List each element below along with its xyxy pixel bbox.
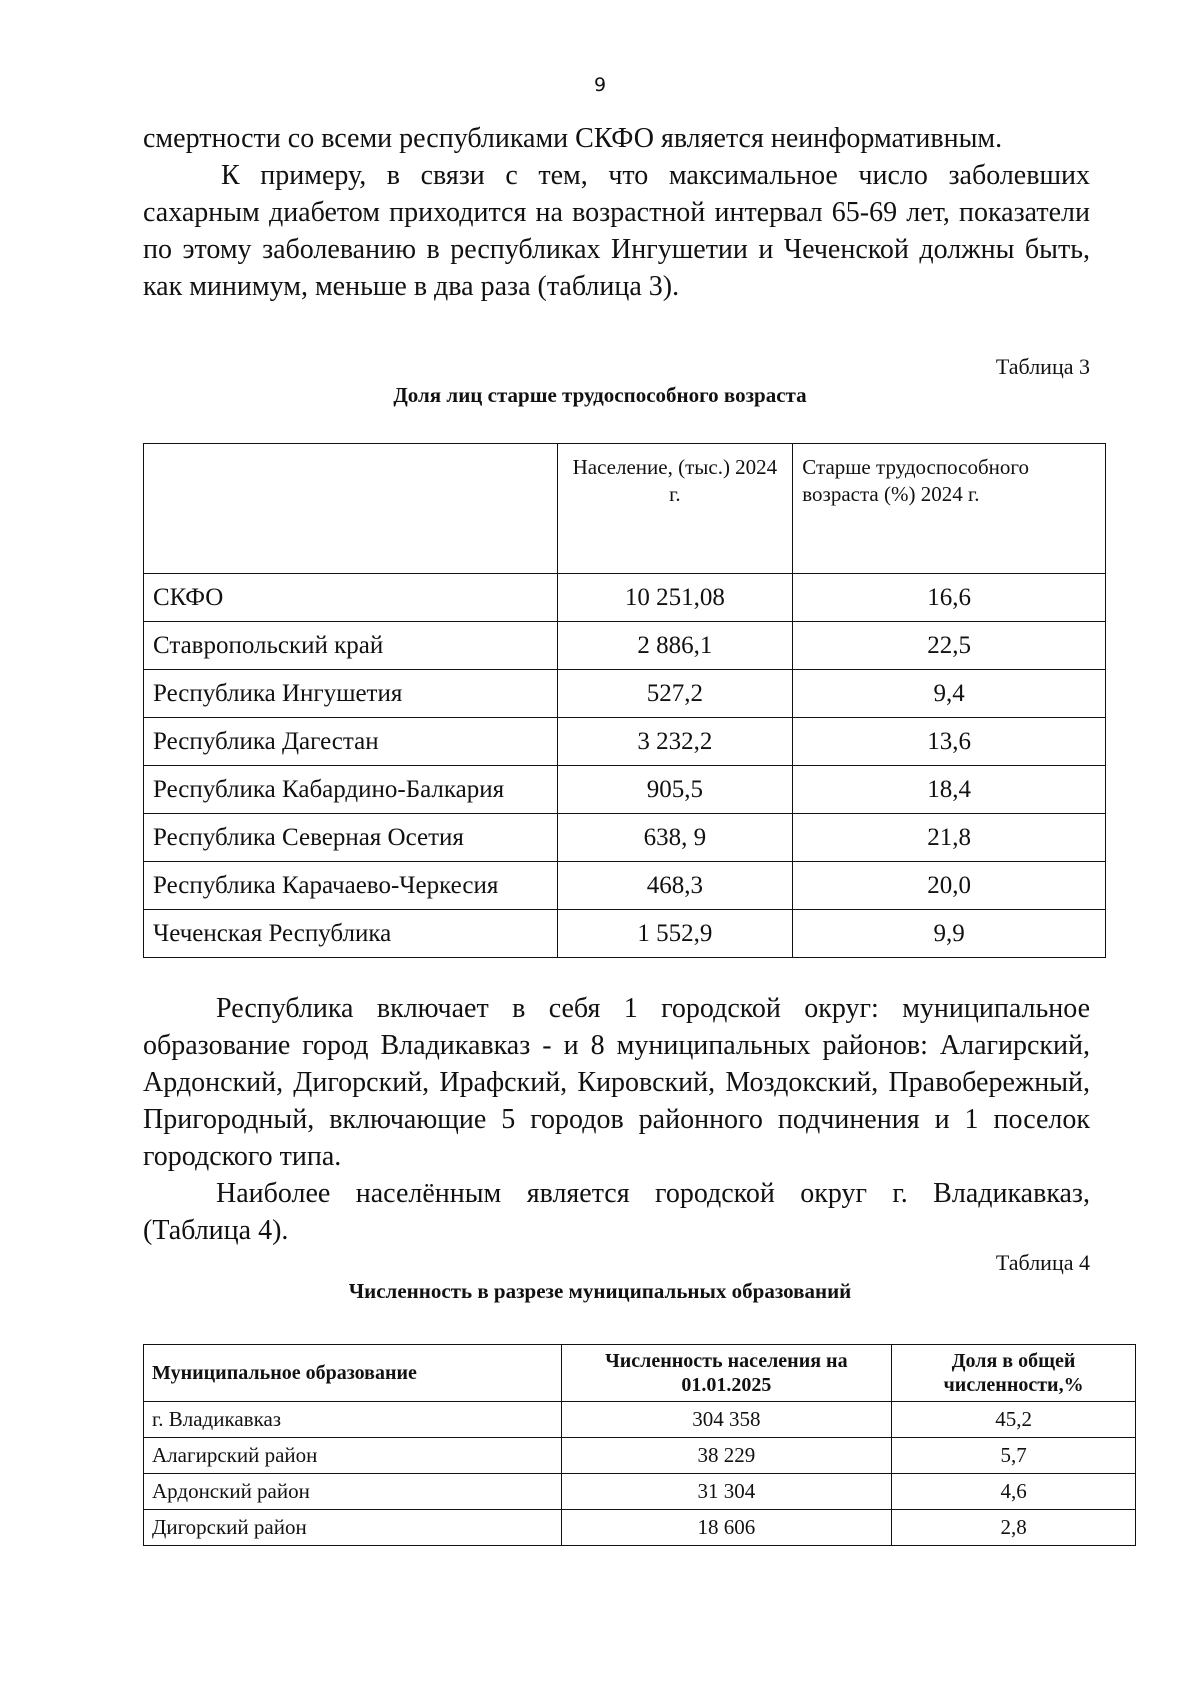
table4-title: Численность в разрезе муниципальных образований bbox=[348, 1279, 852, 1303]
table3-cell-share: 9,9 bbox=[793, 910, 1106, 958]
table4-row bbox=[144, 1438, 1136, 1474]
table4-cell-population: 18 606 bbox=[561, 1510, 892, 1546]
paragraph-municipalities: Республика включает в себя 1 городской округ: муниципальное образование город Владикавказ - и 8 муниципальных районов: Алагирский, Ардонский, Дигорский, Ирафский, Кировский, Моздокский, Правобережный, Пригородный, включающие 5 городов районного подчинения и 1 поселок городского типа. bbox=[143, 993, 1090, 1172]
table3-cell-name: Республика Ингушетия bbox=[144, 670, 558, 718]
table3-cell-share: 18,4 bbox=[793, 766, 1106, 814]
table3-cell-share: 22,5 bbox=[793, 622, 1106, 670]
table4-row bbox=[144, 1402, 1136, 1438]
table4-row bbox=[144, 1510, 1136, 1546]
table4-header-cell: Муниципальное образование bbox=[144, 1345, 562, 1402]
table3-label: Таблица 3 bbox=[995, 354, 1090, 379]
table3-cell-population: 1 552,9 bbox=[557, 910, 793, 958]
table3-header-cell bbox=[144, 444, 558, 574]
table4-header-cell: Численность населения на 01.01.2025 bbox=[561, 1345, 892, 1402]
table3-cell-population: 3 232,2 bbox=[557, 718, 793, 766]
table3-cell-share: 9,4 bbox=[793, 670, 1106, 718]
table3-cell-name: СКФО bbox=[144, 574, 558, 622]
table3-cell-name: Республика Дагестан bbox=[144, 718, 558, 766]
table4-label: Таблица 4 bbox=[995, 1250, 1090, 1275]
table3-cell-population: 905,5 bbox=[557, 766, 793, 814]
table4-cell-name: Ардонский район bbox=[144, 1474, 562, 1510]
table3-row bbox=[144, 862, 1106, 910]
table4-cell-name: г. Владикавказ bbox=[144, 1402, 562, 1438]
paragraph-diabetes: К примеру, в связи с тем, что максимальное число заболевших сахарным диабетом приходится на возрастной интервал 65-69 лет, показатели по этому заболеванию в республиках Ингушетии и Чеченской должны быть, как минимум, меньше в два раза (таблица 3). bbox=[143, 160, 1090, 302]
table3-title: Доля лиц старше трудоспособного возраста bbox=[393, 383, 807, 407]
table3-row bbox=[144, 718, 1106, 766]
table4-cell-name: Дигорский район bbox=[144, 1510, 562, 1546]
table4-row bbox=[144, 1474, 1136, 1510]
table3 bbox=[143, 443, 1106, 958]
table4-cell-share: 5,7 bbox=[892, 1438, 1136, 1474]
table3-header-cell: Население, (тыс.) 2024 г. bbox=[557, 444, 793, 574]
table4-cell-share: 4,6 bbox=[892, 1474, 1136, 1510]
table4-header-cell: Доля в общей численности,% bbox=[892, 1345, 1136, 1402]
paragraph-vladikavkaz: Наиболее населённым является городской округ г. Владикавказ, (Таблица 4). bbox=[143, 1178, 1090, 1246]
table3-cell-population: 10 251,08 bbox=[557, 574, 793, 622]
table3-cell-share: 13,6 bbox=[793, 718, 1106, 766]
table3-row bbox=[144, 766, 1106, 814]
table3-header-cell: Старше трудоспособного возраста (%) 2024 г. bbox=[793, 444, 1106, 574]
table3-cell-share: 20,0 bbox=[793, 862, 1106, 910]
table3-cell-name: Республика Кабардино-Балкария bbox=[144, 766, 558, 814]
table4-header-row bbox=[144, 1345, 1136, 1402]
paragraph-intro: смертности со всеми республиками СКФО является неинформативным. bbox=[143, 123, 1003, 154]
table3-cell-population: 2 886,1 bbox=[557, 622, 793, 670]
page-number: 9 bbox=[593, 74, 607, 96]
table3-row bbox=[144, 574, 1106, 622]
table3-cell-name: Чеченская Республика bbox=[144, 910, 558, 958]
table4-cell-share: 2,8 bbox=[892, 1510, 1136, 1546]
table4-cell-population: 31 304 bbox=[561, 1474, 892, 1510]
table3-header-row bbox=[144, 444, 1106, 574]
table3-cell-name: Ставропольский край bbox=[144, 622, 558, 670]
table3-cell-population: 527,2 bbox=[557, 670, 793, 718]
table3-cell-population: 468,3 bbox=[557, 862, 793, 910]
table4-cell-share: 45,2 bbox=[892, 1402, 1136, 1438]
table3-row bbox=[144, 670, 1106, 718]
table4-cell-name: Алагирский район bbox=[144, 1438, 562, 1474]
table4-cell-population: 38 229 bbox=[561, 1438, 892, 1474]
table3-row bbox=[144, 622, 1106, 670]
table3-cell-share: 16,6 bbox=[793, 574, 1106, 622]
table3-row bbox=[144, 910, 1106, 958]
table3-row bbox=[144, 814, 1106, 862]
table3-cell-name: Республика Северная Осетия bbox=[144, 814, 558, 862]
table3-cell-share: 21,8 bbox=[793, 814, 1106, 862]
table3-cell-population: 638, 9 bbox=[557, 814, 793, 862]
table3-cell-name: Республика Карачаево-Черкесия bbox=[144, 862, 558, 910]
table4-cell-population: 304 358 bbox=[561, 1402, 892, 1438]
table4 bbox=[143, 1344, 1136, 1546]
